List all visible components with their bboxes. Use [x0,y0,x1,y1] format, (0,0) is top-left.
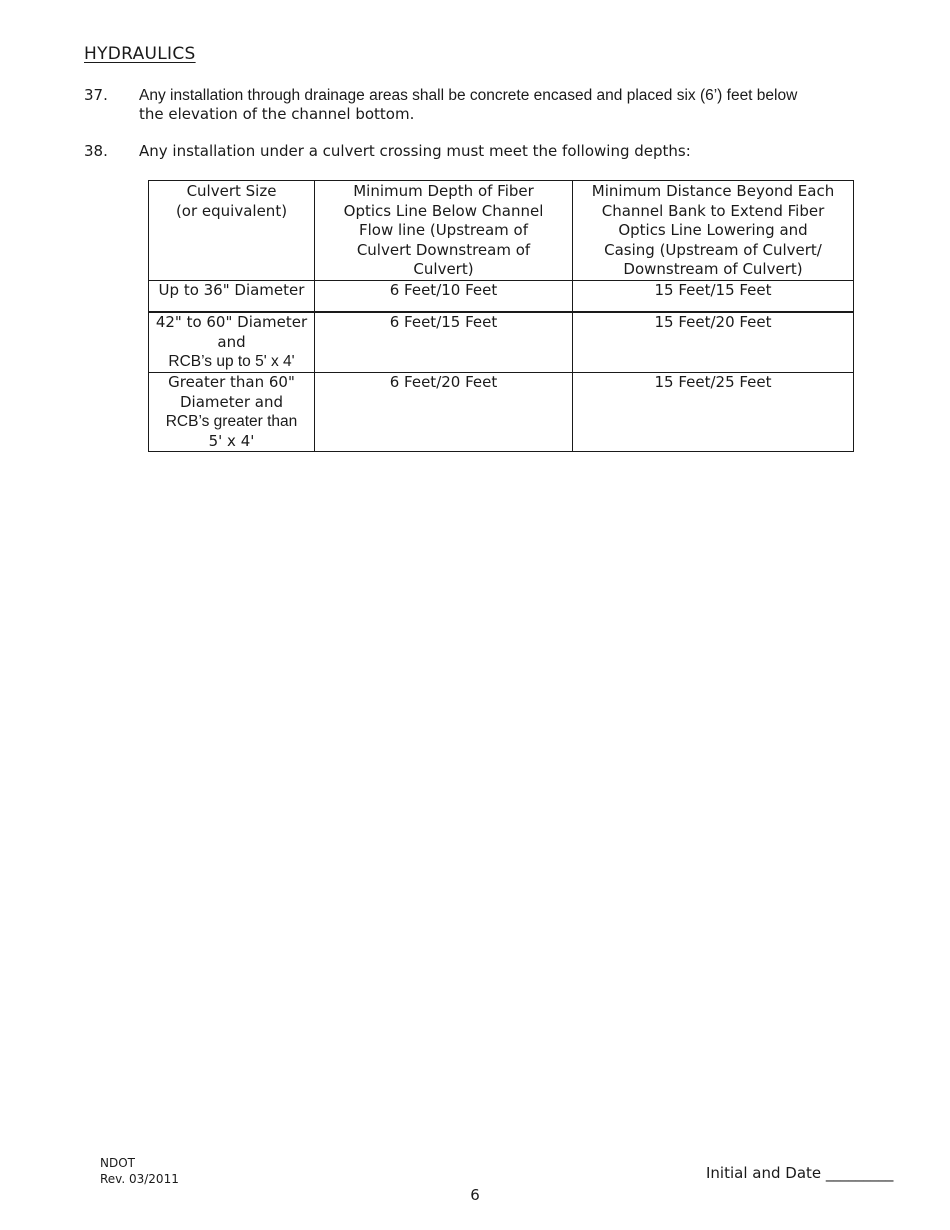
header-line: Culvert Size [186,182,277,200]
header-line: Culvert) [413,260,474,278]
cell-distance: 15 Feet/20 Feet [573,312,854,373]
item-text-line1: Any installation through drainage areas shall be concrete encased and placed six (6’) feet below [139,87,798,104]
cell-line: RCB’s up to 5' x 4' [168,353,295,370]
cell-line: Greater than 60" [168,373,295,391]
item-number: 37. [84,86,108,104]
header-line: (or equivalent) [175,201,288,220]
cell-line: 42" to 60" Diameter [155,313,308,331]
cell-culvert-size [149,373,315,452]
header-line: Culvert Downstream of [356,240,531,259]
footer-org: NDOT [100,1156,135,1170]
cell-distance: 15 Feet/25 Feet [573,373,854,452]
header-line: Downstream of Culvert) [623,260,803,278]
cell-line: Diameter and [179,392,283,411]
cell-culvert-size [149,312,315,373]
page-number: 6 [470,1186,480,1204]
cell-line: Up to 36" Diameter [158,281,305,299]
table-row [149,281,854,313]
cell-distance: 15 Feet/15 Feet [573,281,854,313]
cell-depth: 6 Feet/15 Feet [315,312,573,373]
header-line: Minimum Distance Beyond Each [591,182,835,200]
item-number: 38. [84,142,108,160]
section-title: HYDRAULICS [84,44,196,64]
header-line: Optics Line Lowering and [618,221,808,239]
cell-depth: 6 Feet/20 Feet [315,373,573,452]
cell-line: RCB’s greater than [165,413,298,430]
table-row [149,312,854,373]
item-text-line1: Any installation under a culvert crossing must meet the following depths: [139,142,691,160]
footer-org-block [100,1155,179,1187]
initial-and-date-field: Initial and Date _________ [706,1164,894,1182]
header-minimum-distance [573,181,854,281]
cell-culvert-size [149,281,315,313]
header-culvert-size [149,181,315,281]
cell-line: and [217,332,246,351]
table-header-row [149,181,854,281]
header-line: Optics Line Below Channel [343,201,544,220]
footer-revision: Rev. 03/2011 [100,1172,179,1186]
header-minimum-depth [315,181,573,281]
table-row [149,373,854,452]
cell-depth: 6 Feet/10 Feet [315,281,573,313]
list-item-37 [84,86,884,124]
item-text-line2: the elevation of the channel bottom. [139,105,415,123]
cell-line: 5' x 4' [208,431,255,450]
header-line: Casing (Upstream of Culvert/ [604,240,822,259]
list-item-38 [84,142,884,161]
header-line: Channel Bank to Extend Fiber [601,201,825,220]
header-line: Flow line (Upstream of [359,221,528,239]
culvert-depth-table [148,180,854,452]
header-line: Minimum Depth of Fiber [353,182,534,200]
